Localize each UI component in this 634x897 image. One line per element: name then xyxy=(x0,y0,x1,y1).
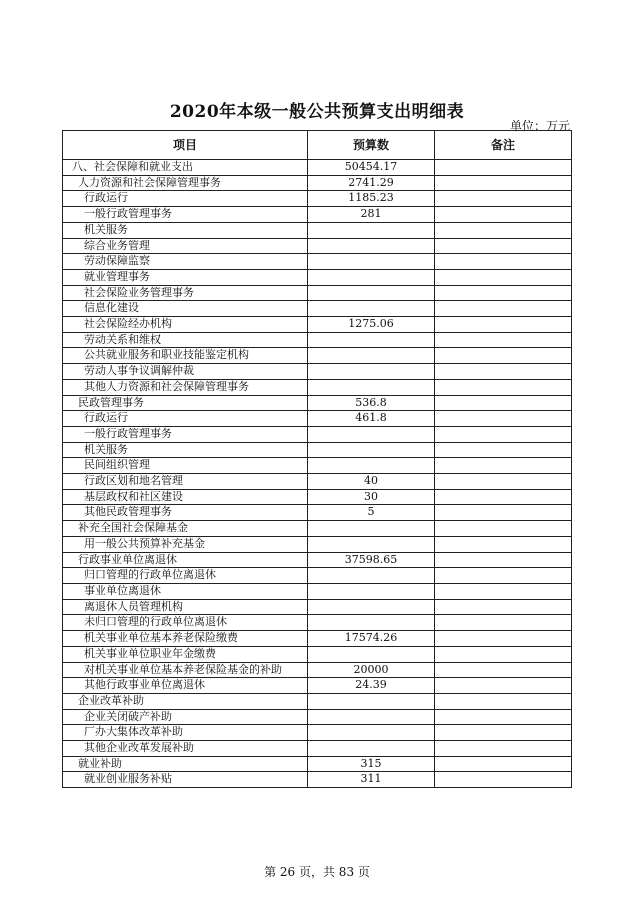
row-item-name: 机关服务 xyxy=(63,442,308,458)
row-item-name: 其他人力资源和社会保障管理事务 xyxy=(63,379,308,395)
row-note xyxy=(435,254,572,270)
row-budget-amount: 536.8 xyxy=(308,395,435,411)
table-row xyxy=(63,772,572,788)
table-row xyxy=(63,160,572,176)
table-row xyxy=(63,615,572,631)
row-item-name: 行政区划和地名管理 xyxy=(63,474,308,490)
table-row xyxy=(63,207,572,223)
row-item-name: 公共就业服务和职业技能鉴定机构 xyxy=(63,348,308,364)
row-item-name: 一般行政管理事务 xyxy=(63,426,308,442)
table-row xyxy=(63,317,572,333)
unit-label: 单位：万元 xyxy=(509,119,570,133)
table-row xyxy=(63,348,572,364)
row-note xyxy=(435,395,572,411)
row-budget-amount: 40 xyxy=(308,474,435,490)
row-note xyxy=(435,756,572,772)
row-item-name: 机关服务 xyxy=(63,222,308,238)
row-note xyxy=(435,285,572,301)
table-row xyxy=(63,693,572,709)
row-item-name: 机关事业单位基本养老保险缴费 xyxy=(63,631,308,647)
row-item-name: 行政事业单位离退休 xyxy=(63,552,308,568)
table-row xyxy=(63,238,572,254)
row-note xyxy=(435,238,572,254)
row-item-name: 行政运行 xyxy=(63,191,308,207)
row-item-name: 事业单位离退休 xyxy=(63,583,308,599)
table-row xyxy=(63,631,572,647)
row-item-name: 未归口管理的行政单位离退休 xyxy=(63,615,308,631)
table-row xyxy=(63,379,572,395)
row-note xyxy=(435,599,572,615)
row-item-name: 综合业务管理 xyxy=(63,238,308,254)
row-budget-amount xyxy=(308,348,435,364)
row-budget-amount xyxy=(308,426,435,442)
row-budget-amount xyxy=(308,364,435,380)
row-budget-amount xyxy=(308,521,435,537)
row-note xyxy=(435,536,572,552)
row-item-name: 劳动保障监察 xyxy=(63,254,308,270)
row-item-name: 用一般公共预算补充基金 xyxy=(63,536,308,552)
budget-table xyxy=(62,130,572,788)
row-budget-amount xyxy=(308,458,435,474)
row-budget-amount xyxy=(308,725,435,741)
row-budget-amount: 281 xyxy=(308,207,435,223)
row-note xyxy=(435,489,572,505)
row-budget-amount xyxy=(308,301,435,317)
row-budget-amount: 50454.17 xyxy=(308,160,435,176)
row-item-name: 信息化建设 xyxy=(63,301,308,317)
row-note xyxy=(435,568,572,584)
table-row xyxy=(63,725,572,741)
table-row xyxy=(63,254,572,270)
row-item-name: 就业补助 xyxy=(63,756,308,772)
row-item-name: 一般行政管理事务 xyxy=(63,207,308,223)
row-budget-amount xyxy=(308,568,435,584)
table-row xyxy=(63,489,572,505)
table-row xyxy=(63,411,572,427)
row-note xyxy=(435,207,572,223)
row-budget-amount xyxy=(308,693,435,709)
page-number: 第 26 页，共 83 页 xyxy=(264,865,370,879)
row-note xyxy=(435,426,572,442)
row-budget-amount xyxy=(308,741,435,757)
row-note xyxy=(435,709,572,725)
page-title: 2020年本级一般公共预算支出明细表 xyxy=(169,102,465,122)
row-item-name: 企业关闭破产补助 xyxy=(63,709,308,725)
row-budget-amount xyxy=(308,238,435,254)
row-item-name: 企业改革补助 xyxy=(63,693,308,709)
table-row xyxy=(63,191,572,207)
row-budget-amount xyxy=(308,599,435,615)
table-row xyxy=(63,269,572,285)
row-budget-amount: 2741.29 xyxy=(308,175,435,191)
table-row xyxy=(63,662,572,678)
row-note xyxy=(435,474,572,490)
row-budget-amount xyxy=(308,442,435,458)
table-row xyxy=(63,756,572,772)
row-budget-amount: 24.39 xyxy=(308,678,435,694)
row-budget-amount xyxy=(308,646,435,662)
row-budget-amount xyxy=(308,536,435,552)
row-budget-amount xyxy=(308,379,435,395)
row-item-name: 对机关事业单位基本养老保险基金的补助 xyxy=(63,662,308,678)
row-item-name: 社会保险经办机构 xyxy=(63,317,308,333)
row-note xyxy=(435,269,572,285)
row-budget-amount: 315 xyxy=(308,756,435,772)
row-note xyxy=(435,160,572,176)
row-item-name: 其他行政事业单位离退休 xyxy=(63,678,308,694)
row-note xyxy=(435,646,572,662)
row-note xyxy=(435,772,572,788)
row-note xyxy=(435,301,572,317)
row-note xyxy=(435,222,572,238)
table-row xyxy=(63,599,572,615)
row-item-name: 八、社会保障和就业支出 xyxy=(63,160,308,176)
table-row xyxy=(63,505,572,521)
table-row xyxy=(63,442,572,458)
row-item-name: 离退休人员管理机构 xyxy=(63,599,308,615)
row-item-name: 劳动人事争议调解仲裁 xyxy=(63,364,308,380)
table-row xyxy=(63,175,572,191)
row-item-name: 归口管理的行政单位离退休 xyxy=(63,568,308,584)
row-note xyxy=(435,662,572,678)
row-note xyxy=(435,725,572,741)
column-header-budget: 预算数 xyxy=(308,131,435,160)
row-note xyxy=(435,332,572,348)
row-item-name: 就业管理事务 xyxy=(63,269,308,285)
table-row xyxy=(63,741,572,757)
table-row xyxy=(63,426,572,442)
row-budget-amount: 1185.23 xyxy=(308,191,435,207)
row-item-name: 民间组织管理 xyxy=(63,458,308,474)
row-note xyxy=(435,379,572,395)
table-row xyxy=(63,536,572,552)
row-note xyxy=(435,191,572,207)
column-header-note: 备注 xyxy=(435,131,572,160)
row-note xyxy=(435,364,572,380)
row-item-name: 厂办大集体改革补助 xyxy=(63,725,308,741)
row-item-name: 补充全国社会保障基金 xyxy=(63,521,308,537)
table-row xyxy=(63,521,572,537)
row-note xyxy=(435,615,572,631)
row-budget-amount xyxy=(308,615,435,631)
row-budget-amount xyxy=(308,222,435,238)
row-note xyxy=(435,678,572,694)
row-note xyxy=(435,175,572,191)
row-note xyxy=(435,458,572,474)
table-row xyxy=(63,301,572,317)
table-row xyxy=(63,678,572,694)
row-note xyxy=(435,505,572,521)
row-budget-amount xyxy=(308,583,435,599)
row-budget-amount xyxy=(308,709,435,725)
table-row xyxy=(63,552,572,568)
column-header-item: 项目 xyxy=(63,131,308,160)
row-budget-amount: 20000 xyxy=(308,662,435,678)
row-item-name: 基层政权和社区建设 xyxy=(63,489,308,505)
row-note xyxy=(435,552,572,568)
row-budget-amount: 30 xyxy=(308,489,435,505)
row-item-name: 就业创业服务补贴 xyxy=(63,772,308,788)
row-item-name: 行政运行 xyxy=(63,411,308,427)
table-row xyxy=(63,222,572,238)
table-row xyxy=(63,395,572,411)
row-item-name: 民政管理事务 xyxy=(63,395,308,411)
row-note xyxy=(435,442,572,458)
table-header xyxy=(63,131,572,160)
row-budget-amount xyxy=(308,332,435,348)
row-budget-amount: 461.8 xyxy=(308,411,435,427)
table-row xyxy=(63,474,572,490)
row-budget-amount: 37598.65 xyxy=(308,552,435,568)
row-note xyxy=(435,411,572,427)
row-note xyxy=(435,317,572,333)
row-budget-amount: 311 xyxy=(308,772,435,788)
row-item-name: 机关事业单位职业年金缴费 xyxy=(63,646,308,662)
row-budget-amount xyxy=(308,269,435,285)
row-budget-amount: 17574.26 xyxy=(308,631,435,647)
row-budget-amount xyxy=(308,285,435,301)
row-note xyxy=(435,631,572,647)
table-row xyxy=(63,709,572,725)
row-item-name: 劳动关系和维权 xyxy=(63,332,308,348)
row-note xyxy=(435,741,572,757)
table-row xyxy=(63,568,572,584)
table-row xyxy=(63,285,572,301)
table-body xyxy=(63,160,572,788)
row-note xyxy=(435,348,572,364)
row-item-name: 其他民政管理事务 xyxy=(63,505,308,521)
table-row xyxy=(63,364,572,380)
table-row xyxy=(63,583,572,599)
row-note xyxy=(435,521,572,537)
row-note xyxy=(435,583,572,599)
row-item-name: 社会保险业务管理事务 xyxy=(63,285,308,301)
row-note xyxy=(435,693,572,709)
row-budget-amount: 1275.06 xyxy=(308,317,435,333)
table-row xyxy=(63,332,572,348)
table-row xyxy=(63,458,572,474)
table-row xyxy=(63,646,572,662)
row-item-name: 其他企业改革发展补助 xyxy=(63,741,308,757)
row-budget-amount xyxy=(308,254,435,270)
header-row xyxy=(63,131,572,160)
row-budget-amount: 5 xyxy=(308,505,435,521)
row-item-name: 人力资源和社会保障管理事务 xyxy=(63,175,308,191)
